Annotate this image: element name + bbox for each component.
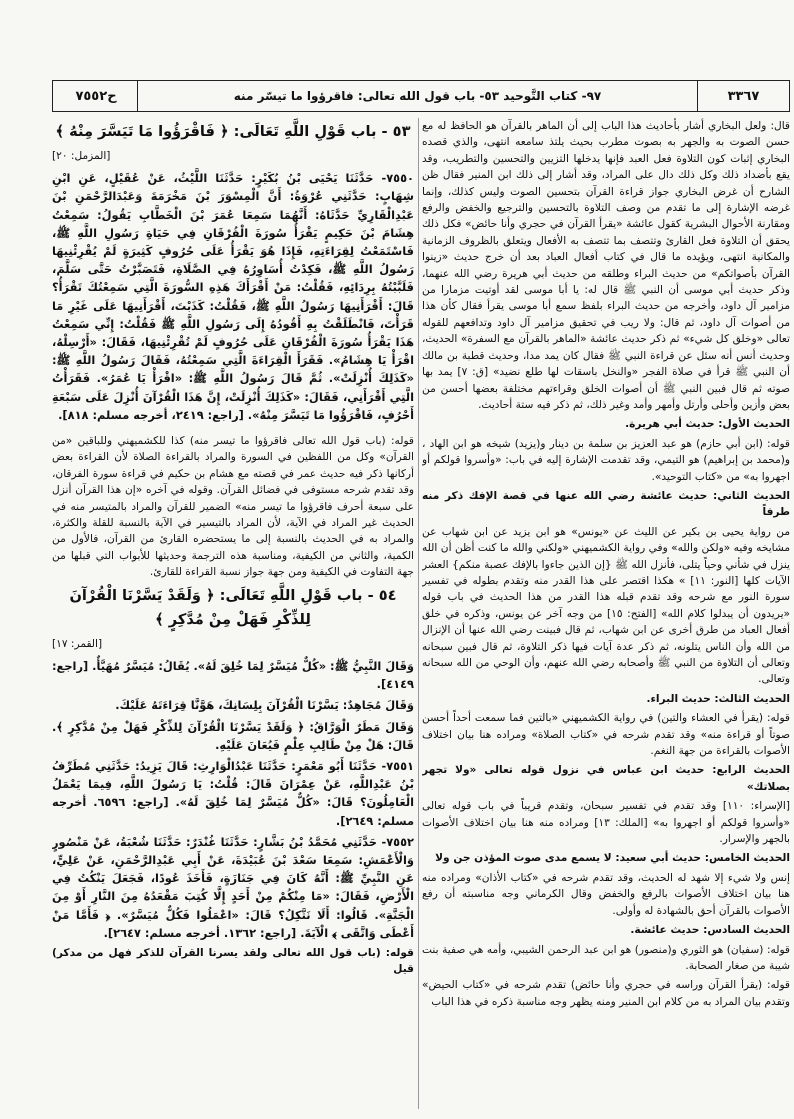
section-heading: الحديث الخامس: حديث أبي سعيد: لا يسمع مدى صوت المؤذن جن ولا bbox=[435, 852, 790, 865]
section-paragraph: قوله: (يقرأ القرآن وراسه في حجري وأنا حائض) تقدم شرحه في «كتاب الحيض» وتقدم بيان المراد به من كلام ابن المنير ومنه يظهر وجه مناسبة ذكره في هذا الباب bbox=[422, 979, 790, 1008]
section-heading: الحديث الثالث: حديث البراء. bbox=[646, 692, 790, 705]
section-heading: الحديث الأول: حديث أبي هريرة. bbox=[625, 418, 790, 431]
chapter-54-text: وَقَالَ النَّبِيُّ ﷺ: «كُلٌّ مُيَسَّرٌ لِمَا خُلِقَ لَهُ». يُقَالُ: مُيَسَّرٌ مُهَيَّأٌ. [راجع: ٤١٤٩]. bbox=[52, 658, 414, 692]
section-heading: الحديث الرابع: حديث ابن عباس في نزول قوله تعالى «ولا تجهر بصلاتك» bbox=[422, 764, 790, 793]
section-paragraph: قوله: (سفيان) هو الثوري و(منصور) هو ابن عبد الرحمن الشيبي، وأمه هي صفية بنت شيبة من صغار الصحابة. bbox=[422, 943, 790, 972]
page-number: ٣٣٦٧ bbox=[697, 81, 789, 111]
commentary-intro: قال: ولعل البخاري أشار بأحاديث هذا الباب إلى أن الماهر بالقرآن هو الحافظ له مع حسن الصوت به والجهر به بصوت مطرب بحيث يلتذ سامعه انتهى، والذي قصده البخاري إثبات كون التلاوة فعل العبد فإنها يدخلها التزيين والتحسين والتطريب، وقد يقع بأضداد ذلك وكل ذلك دال على المراد، وقد أشار إلى ذلك ابن المنير فقال ظن الشارح أن غرض البخاري جواز قراءة القرآن بتحسين الصوت وليس كذلك، وإنما غرضه الإشارة إلى ما تقدم من وصف التلاوة بالتحسين والترجيع والخفض والرفع ومقارنة الأحوال البشرية كقول عائشة «يقرأ القرآن في حجري وأنا حائض» فكل ذلك يحقق أن التلاوة فعل القارئ وتتصف بما تتصف به الأفعال ويتعلق بالظروف الزمانية والمكانية انتهى، ويؤيده ما قال في كتاب أفعال العباد بعد أن خرج حديث «زينوا القرآن بأصواتكم» من حديث البراء وطلقه من حديث أبي هريرة رضي الله عنهما، وذكر حديث أبي موسى أن النبي ﷺ قال له: يا أبا موسى لقد أوتيت مزمارا من مزامير آل داود، وأخرجه من حديث البراء بلفظ سمع أبا موسى يقرأ فقال كأن هذا من أصوات آل داود، ثم قال: ولا ريب في تحقيق مزامير آل داود وتدافعهم للقوله تعالى «وخلق كل شيء» ثم ذكر حديث عائشة «الماهر بالقرآن مع السفرة» الحديث، وحديث أنس أنه سئل عن قراءة النبي ﷺ فقال كان يمد مدا، وحديث قطبة بن مالك أن النبي ﷺ قرأ في صلاة الفجر «والنخل باسقات لها طلع نضيد» [ق: ٧] يمد بها صوته ثم قال فبين النبي ﷺ أن أصوات الخلق وقراءتهم مختلفة بعضها أحسن من بعض وأزين وأحلى وأرتل وأمهر وأمد وغير ذلك، ثم ذكر فيه ستة أحاديث. bbox=[422, 120, 790, 411]
chapter-54-text: وَقَالَ مَطَرٌ الْوَرَّاقُ: ﴿ وَلَقَدْ يَسَّرْنَا الْقُرْآنَ لِلذِّكْرِ فَهَلْ مِنْ مُدَّكِرٍ ﴾. قَالَ: هَلْ مِنْ طَالِبِ عِلْمٍ فَيُعَانَ عَلَيْهِ. bbox=[52, 719, 414, 752]
commentary-column bbox=[422, 118, 790, 1109]
section-paragraph: قوله: (يقرأ في العشاء والتين) في رواية الكشميهني «بالتين فما سمعت أحداً أحسن صوتاً أو قراءة منه» وقد تقدم شرحه في «كتاب الصلاة» ومراده هنا بيان اختلاف الأصوات بالقراءة من جهة النغم. bbox=[422, 712, 790, 758]
section-heading: الحديث الثاني: حديث عائشة رضي الله عنها في قصة الإفك ذكر منه طرفاً bbox=[422, 489, 790, 519]
chapter-54-title: ٥٤ - باب قَوْلِ اللَّهِ تَعَالَى: ﴿ وَلَقَدْ يَسَّرْنَا الْقُرْآنَ لِلذِّكْرِ فَهَلْ مِنْ مُدَّكِرٍ ﴾ bbox=[69, 586, 397, 628]
chapter-53-ref: [المزمل: ٢٠] bbox=[52, 150, 111, 162]
running-title: ٩٧- كتاب التَّوحيد ٥٣- باب قول الله تعالى: فاقرؤوا ما تيسّر منه bbox=[137, 81, 697, 111]
chapter-53-title: ٥٣ - باب قَوْلِ اللَّهِ تَعَالَى: ﴿ فَاقْرَؤُوا مَا تَيَسَّرَ مِنْهُ ﴾ bbox=[55, 123, 411, 140]
chapter-54-commentary: قوله: (باب قول الله تعالى ولقد يسرنا القرآن للذكر فهل من مدكر) قيل bbox=[52, 946, 414, 976]
section-heading: الحديث السادس: حديث عائشة. bbox=[630, 924, 790, 937]
hadith-7551: ٧٥٥١- حَدَّثَنَا أَبُو مَعْمَرٍ: حَدَّثَنَا عَبْدُالْوَارِثِ: قَالَ يَزِيدُ: حَدَّثَنِي مُطَرِّفُ بْنُ عَبْدِاللَّهِ، عَنْ عِمْرَانَ قَالَ: قُلْتُ: يَا رَسُولَ اللَّهِ، فِيمَا يَعْمَلُ الْعَامِلُونَ؟ قَالَ: «كُلٌّ مُيَسَّرٌ لِمَا خُلِقَ لَهُ». [راجع: ٦٥٩٦. أخرجه مسلم: ٢٦٤٩]. bbox=[52, 758, 414, 828]
chapter-54-text: وَقَالَ مُجَاهِدٌ: يَسَّرْنَا الْقُرْآنَ بِلِسَانِكَ، هَوَّنَّا قِرَاءَتَهُ عَلَيْكَ. bbox=[115, 698, 414, 713]
hadith-7550: ٧٥٥٠- حَدَّثَنَا يَحْيَى بْنُ بُكَيْرٍ: حَدَّثَنَا اللَّيْثُ، عَنْ عُقَيْلٍ، عَنِ ابْنِ شِهَابٍ: حَدَّثَنِي عُرْوَةُ: أَنَّ الْمِسْوَرَ بْنَ مَخْرَمَةَ وَعَبْدَالرَّحْمَنِ بْنَ عَبْدِالْقَارِيِّ حَدَّثَاهُ: أَنَّهُمَا سَمِعَا عُمَرَ بْنَ الْخَطَّابِ يَقُولُ: سَمِعْتُ هِشَامَ بْنَ حَكِيمٍ يَقْرَأُ سُورَةَ الْفُرْقَانِ فِي حَيَاةِ رَسُولِ اللَّهِ ﷺ، فَاسْتَمَعْتُ لِقِرَاءَتِهِ، فَإِذَا هُوَ يَقْرَأُ عَلَى حُرُوفٍ كَثِيرَةٍ لَمْ يُقْرِئْنِيهَا رَسُولُ اللَّهِ ﷺ، فَكِدْتُ أُسَاوِرُهُ فِي الصَّلَاةِ، فَتَصَبَّرْتُ حَتَّى سَلَّمَ، فَلَبَّبْتُهُ بِرِدَائِهِ، فَقُلْتُ: مَنْ أَقْرَأَكَ هَذِهِ السُّورَةَ الَّتِي سَمِعْتُكَ تَقْرَأُ؟ قَالَ: أَقْرَأَنِيهَا رَسُولُ اللَّهِ ﷺ، فَقُلْتُ: كَذَبْتَ، أَقْرَأَنِيهَا عَلَى غَيْرِ مَا قَرَأْتَ، فَانْطَلَقْتُ بِهِ أَقُودُهُ إِلَى رَسُولِ اللَّهِ ﷺ فَقُلْتُ: إِنِّي سَمِعْتُ هَذَا يَقْرَأُ سُورَةَ الْفُرْقَانِ عَلَى حُرُوفٍ لَمْ تُقْرِئْنِيهَا، فَقَالَ: «أَرْسِلْهُ، اقْرَأْ يَا هِشَامُ». فَقَرَأَ الْقِرَاءَةَ الَّتِي سَمِعْتُهُ، فَقَالَ رَسُولُ اللَّهِ ﷺ: «كَذَلِكَ أُنْزِلَتْ». ثُمَّ قَالَ رَسُولُ اللَّهِ ﷺ: «اقْرَأْ يَا عُمَرُ». فَقَرَأْتُ الَّتِي أَقْرَأَنِي، فَقَالَ: «كَذَلِكَ أُنْزِلَتْ، إِنَّ هَذَا الْقُرْآنَ أُنْزِلَ عَلَى سَبْعَةِ أَحْرُفٍ، فَاقْرَؤُوا مَا تَيَسَّرَ مِنْهُ». [راجع: ٢٤١٩، أخرجه مسلم: ٨١٨]. bbox=[52, 171, 414, 422]
section-paragraph: قوله: (ابن أبي حازم) هو عبد العزيز بن سلمة بن دينار و(يزيد) شيخه هو ابن الهاد ، و(محمد بن إبراهيم) هو التيمي، وقد تقدمت الإشارة إليه في باب: «وأسروا قولكم أو اجهروا به» من «كتاب التوحيد». bbox=[422, 437, 790, 483]
running-header bbox=[52, 80, 790, 112]
chapter-53-commentary: قوله: (باب قول الله تعالى فاقرؤوا ما تيسر منه) كذا للكشميهني وللباقين «من القرآن» وكل من اللفظين في السورة والمراد بالقراءة الصلاة لأن القراءة بعض أركانها ذكر فيه حديث عمر في قصته مع هشام بن حكيم في قراءة سورة الفرقان، وقد تقدم شرحه مستوفى في فضائل القرآن. وقوله في آخره «إن هذا القرآن أنزل على سبعة أحرف فاقرؤوا ما تيسر منه» الضمير للقرآن والمراد بالمتيسر منه في الحديث غير المراد في الآية، لأن المراد بالتيسير في الآية بالنسبة للقلة والكثرة، والمراد به في الحديث بالنسبة إلى ما يستحضره القارئ من القرآن، فالأول من الكمية، والثاني من الكيفية، ومناسبة هذه الترجمة وحديثها للأبواب التي قبلها من جهة التفاوت في الكيفية ومن جهة جواز نسبة القراءة للقارئ. bbox=[52, 435, 414, 579]
hadith-7552: ٧٥٥٢- حَدَّثَنِي مُحَمَّدُ بْنُ بَشَّارٍ: حَدَّثَنَا غُنْدَرٌ: حَدَّثَنَا شُعْبَةُ، عَنْ مَنْصُورٍ وَالْأَعْمَشِ: سَمِعَا سَعْدَ بْنَ عُبَيْدَةَ، عَنْ أَبِي عَبْدِالرَّحْمَنِ، عَنْ عَلِيٍّ، عَنِ النَّبِيِّ ﷺ: أَنَّهُ كَانَ فِي جَنَازَةٍ، فَأَخَذَ عُودًا، فَجَعَلَ يَنْكُتُ فِي الْأَرْضِ، فَقَالَ: «مَا مِنْكُمْ مِنْ أَحَدٍ إِلَّا كُتِبَ مَقْعَدُهُ مِنَ النَّارِ أَوْ مِنَ الْجَنَّةِ». قَالُوا: أَلَا نَتَّكِلُ؟ قَالَ: «اعْمَلُوا فَكُلٌّ مُيَسَّرٌ». ﴿ فَأَمَّا مَنْ أَعْطَى وَاتَّقَى ﴾ الْآيَةَ. [راجع: ١٣٦٢. أخرجه مسلم: ٢٦٤٧]. bbox=[52, 834, 414, 940]
hadith-code: ح٧٥٥٢ bbox=[75, 88, 117, 104]
section-paragraph: من رواية يحيى بن بكير عن الليث عن «يونس» هو ابن يزيد عن ابن شهاب عن مشايخه وفيه «ولكن والله» وفي رواية الكشميهني «ولكني والله ما كنت أظن أن الله ينزل في شأني وحياً يتلى، فأنزل الله ﷺ {إن الذين جاءوا بالإفك عصبة منكم} العشر الآيات كلها [النور: ١١] » هكذا اقتصر على هذا القدر منه وتقدم بطوله في تفسير سورة النور مع شرحه وقد تقدم قبله هذا القدر من هذا الحديث في باب قوله «يريدون أن يبدلوا كلام الله» [الفتح: ١٥] من وجه آخر عن يونس، وذكره في خلق أفعال العباد من طرق أخرى عن ابن شهاب، ثم قال فبينت رضي الله عنها أن الإنزال من الله وأن الناس يتلونه، ثم ذكر عدة آيات فيها ذكر التلاوة، ثم قال فبين سبحانه وتعالى أن التلاوة من النبي ﷺ وأصحابه رضي الله عنهم، وأن الوحي من الله سبحانه وتعالى. bbox=[422, 525, 790, 686]
hadith-column bbox=[52, 118, 414, 1109]
column-divider bbox=[418, 118, 419, 1109]
chapter-54-ref: [القمر: ١٧] bbox=[52, 637, 103, 650]
section-paragraph: [الإسراء: ١١٠] وقد تقدم في تفسير سبحان، وتقدم قريباً في باب قوله تعالى «وأسروا قولكم أو اجهروا به» [الملك: ١٣] ومراده منه هنا بيان اختلاف الأصوات بالجهر والإسرار. bbox=[422, 800, 790, 846]
section-paragraph: إنس ولا شيء إلا شهد له الحديث، وقد تقدم شرحه في «كتاب الأذان» ومراده منه هنا بيان اختلاف الأصوات بالرفع والخفض وقال الكرماني وجه مناسبته أن رفع الأصوات بالقرآن أحق بالشهادة له وأولى. bbox=[422, 871, 790, 917]
